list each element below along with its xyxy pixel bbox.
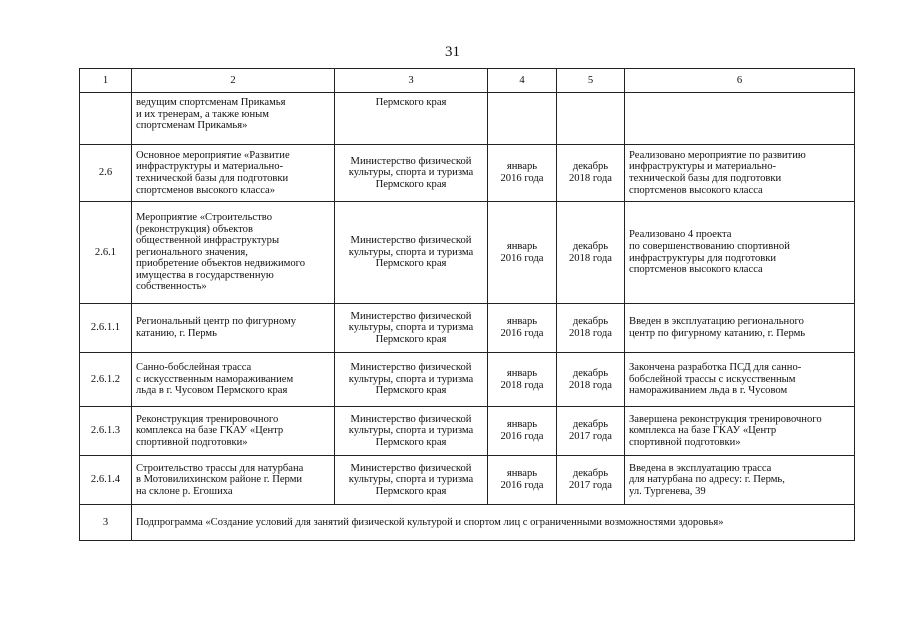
column-header: 6 — [625, 69, 855, 93]
activity-name: Региональный центр по фигурному катанию, г. Пермь — [136, 316, 297, 339]
executor: Министерство физической культуры, спорта и туризма Пермского края — [348, 462, 474, 497]
table-row — [80, 93, 855, 145]
table-row — [80, 353, 855, 407]
column-header: 1 — [80, 69, 132, 93]
activity-name: Основное мероприятие «Развитие инфраструктуры и материально- технической базы для подготовки спортсменов высокого класса» — [136, 149, 290, 196]
start-date: январь 2016 года — [500, 161, 544, 184]
end-date: декабрь 2017 года — [568, 419, 612, 442]
activity-name: Реконструкция тренировочного комплекса на базе ГКАУ «Центр спортивной подготовки» — [136, 413, 284, 448]
column-header: 2 — [132, 69, 335, 93]
end-date: декабрь 2018 года — [568, 240, 612, 264]
expected-result: Реализовано 4 проекта по совершенствованию спортивной инфраструктуры для подготовки спортсменов высокого класса — [629, 229, 790, 276]
expected-result: Введена в эксплуатацию трасса для натурбана по адресу: г. Пермь, ул. Тургенева, 39 — [629, 462, 785, 497]
end-date: декабрь 2018 года — [568, 367, 612, 391]
table-row — [80, 202, 855, 304]
expected-result: Введен в эксплуатацию регионального центр по фигурному катанию, г. Пермь — [629, 316, 806, 339]
start-date: январь 2018 года — [500, 367, 544, 391]
executor: Министерство физической культуры, спорта и туризма Пермского края — [348, 413, 474, 448]
row-number: 2.6.1.1 — [90, 322, 121, 334]
page-number: 31 — [445, 44, 460, 60]
table-row — [80, 145, 855, 202]
row-number: 2.6.1.4 — [90, 474, 121, 486]
expected-result: Завершена реконструкция тренировочного комплекса на базе ГКАУ «Центр спортивной подготовки» — [629, 413, 822, 448]
row-number: 2.6.1 — [94, 246, 117, 258]
executor: Пермского края — [375, 97, 447, 108]
executor: Министерство физической культуры, спорта и туризма Пермского края — [348, 362, 474, 397]
end-date: декабрь 2018 года — [568, 161, 612, 184]
subprogram-number: 3 — [102, 516, 109, 528]
column-header: 5 — [557, 69, 625, 93]
activity-name: Санно-бобслейная трасса с искусственным намораживанием льда в г. Чусовом Пермского края — [136, 362, 294, 397]
end-date: декабрь 2018 года — [568, 316, 612, 339]
expected-result: Закончена разработка ПСД для санно- бобслейной трассы с искусственным намораживанием льда в г. Чусовом — [629, 362, 802, 397]
table-row — [80, 456, 855, 505]
executor: Министерство физической культуры, спорта и туризма Пермского края — [348, 310, 474, 345]
row-number: 2.6 — [98, 167, 113, 179]
start-date: январь 2016 года — [500, 240, 544, 264]
executor: Министерство физической культуры, спорта и туризма Пермского края — [348, 235, 474, 270]
program-table — [79, 68, 855, 541]
table-row — [80, 304, 855, 353]
end-date: декабрь 2017 года — [568, 468, 612, 491]
activity-name: Мероприятие «Строительство (реконструкция) объектов общественной инфраструктуры регионального значения, приобретение объектов недвижимого имущества в государственную собственность» — [136, 211, 306, 293]
subprogram-row — [80, 505, 855, 541]
table-row — [80, 407, 855, 456]
row-number: 2.6.1.3 — [90, 425, 121, 437]
column-header: 3 — [335, 69, 488, 93]
start-date: январь 2016 года — [500, 419, 544, 442]
row-number: 2.6.1.2 — [90, 373, 121, 385]
start-date: январь 2016 года — [500, 468, 544, 491]
start-date: январь 2016 года — [500, 316, 544, 339]
column-header: 4 — [488, 69, 557, 93]
table-header-row — [80, 69, 855, 93]
activity-name: Строительство трассы для натурбана в Мотовилихинском районе г. Перми на склоне р. Егошиха — [136, 462, 304, 497]
activity-name: ведущим спортсменам Прикамья и их тренерам, а также юным спортсменам Прикамья» — [136, 97, 286, 132]
executor: Министерство физической культуры, спорта и туризма Пермского края — [348, 155, 474, 190]
subprogram-title: Подпрограмма «Создание условий для занятий физической культурой и спортом лиц с ограниченными возможностями здоровья» — [136, 516, 724, 528]
expected-result: Реализовано мероприятие по развитию инфраструктуры и материально- технической базы для подготовки спортсменов высокого класса — [629, 149, 806, 196]
